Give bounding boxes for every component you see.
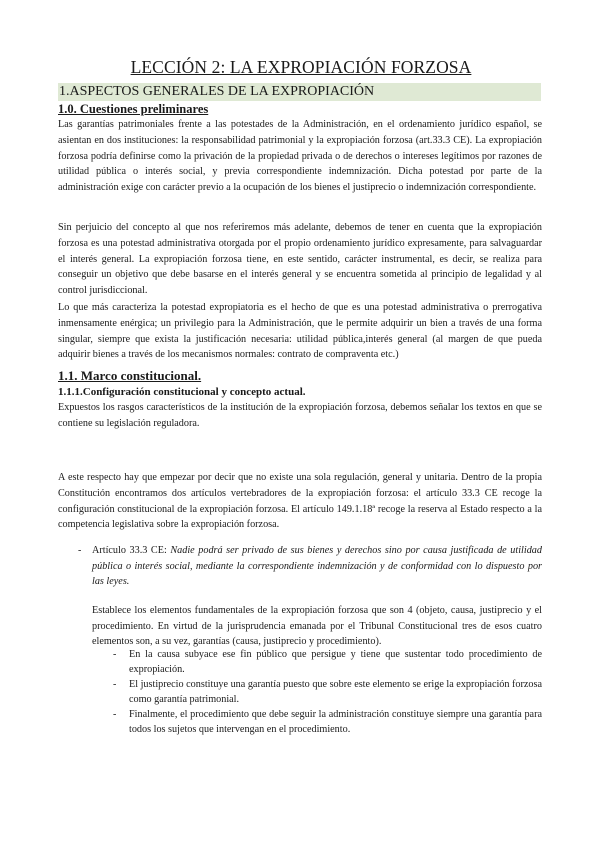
- sub-item-causa: En la causa subyace ese fin público que persigue y tiene que sustentar todo procedimiento de expropiación.: [129, 649, 542, 675]
- sub-bullet-dash: -: [113, 649, 117, 660]
- article-label: Artículo 33.3 CE:: [92, 545, 171, 556]
- sub-item-procedimiento: Finalmente, el procedimiento que debe seguir la administración constituye siempre una garantía para todos los sujetos que intervengan en el procedimiento.: [129, 709, 542, 735]
- paragraph-4: Expuestos los rasgos característicos de la institución de la expropiación forzosa, debemos señalar los textos en que se contiene su legislación reguladora.: [58, 402, 542, 429]
- paragraph-5: A este respecto hay que empezar por decir que no existe una sola regulación, general y unitaria. Dentro de la propia Constitución encontramos dos artículos vertebradores de la expropiación forzosa: el artículo 33.3 CE recoge la configuración constitucional de la expropiación forzosa. El artículo 149.1.18ª recoge la reserva al Estado respecto a la competencia legislativa sobre la expropiación forzosa.: [58, 472, 542, 531]
- page-title: LECCIÓN 2: LA EXPROPIACIÓN FORZOSA: [130, 57, 472, 77]
- article-text: Nadie podrá ser privado de sus bienes y derechos sino por causa justificada de utilidad pública o interés social, mediante la correspondiente indemnización y de conformidad con lo dispuesto por las leyes.: [92, 545, 542, 588]
- paragraph-3: Lo que más caracteriza la potestad expropiatoria es el hecho de que es una potestad administrativa o prerrogativa inmensamente enérgica; un privilegio para la Administración, que le permite adquirir un bien a través de una forma singular, siempre que exista la justificación necesaria: utilidad pública,interés general (al margen de que pueda adquirir bienes a través de los mecanismos normales: contrato de compraventa etc.): [58, 302, 542, 361]
- sub-bullet-dash: -: [113, 709, 117, 720]
- heading-configuracion-constitucional: 1.1.1.Configuración constitucional y concepto actual.: [58, 386, 306, 398]
- paragraph-6: Establece los elementos fundamentales de la expropiación forzosa que son 4 (objeto, causa, justiprecio y el procedimiento. En virtud de la jurisprudencia emanada por el Tribunal Constitucional tres de esos cuatro elementos son, a su vez, garantías (causa, justiprecio y procedimiento).: [92, 605, 542, 648]
- bullet-dash: -: [78, 545, 82, 556]
- article-quote: [92, 543, 542, 590]
- section-heading-1: 1.ASPECTOS GENERALES DE LA EXPROPIACIÓN: [58, 83, 541, 101]
- sub-item-justiprecio: El justiprecio constituye una garantía puesto que sobre este elemento se erige la expropiación forzosa como garantía patrimonial.: [129, 679, 543, 705]
- paragraph-2: Sin perjuicio del concepto al que nos referiremos más adelante, debemos de tener en cuenta que la expropiación forzosa es una potestad administrativa otorgada por el propio ordenamiento jurídico expresamente, para salvaguardar el interés general. La expropiación forzosa tiene, en este sentido, carácter instrumental, es decir, se realiza para conseguir un objetivo que debe basarse en el interés general y se encuentra sometida al principio de legalidad y al control jurisdiccional.: [58, 222, 542, 297]
- sub-bullet-dash: -: [113, 679, 117, 690]
- heading-cuestiones-preliminares: 1.0. Cuestiones preliminares: [58, 102, 209, 116]
- heading-marco-constitucional: 1.1. Marco constitucional.: [58, 368, 202, 383]
- paragraph-1: Las garantías patrimoniales frente a las potestades de la Administración, en el ordenamiento jurídico español, se asientan en dos instituciones: la responsabilidad patrimonial y la expropiación forzosa (art.33.3 CE). La expropiación forzosa podría definirse como la privación de la propiedad privada o de derechos o intereses legítimos por razones de utilidad pública o interés social, y previa correspondiente indemnización. Dicha potestad por parte de la administración exige con carácter previo a la ocupación de los bienes el justiprecio o indemnización correspondiente.: [58, 119, 542, 194]
